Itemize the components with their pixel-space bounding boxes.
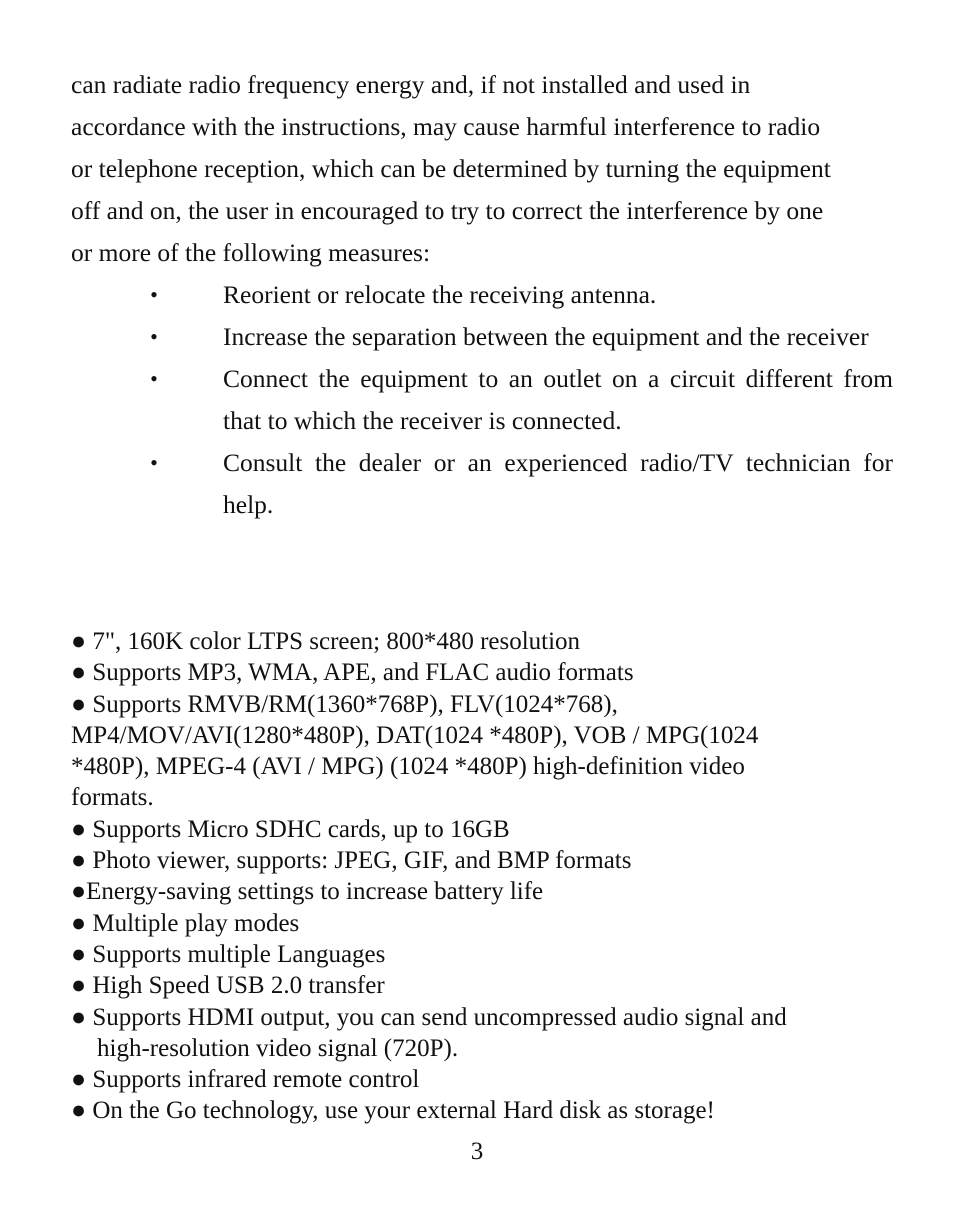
feature-item: ● Supports multiple Languages [71,940,386,968]
bullet-icon: • [150,324,158,349]
list-item-text: Reorient or relocate the receiving antenna. [223,280,657,309]
feature-item: ● Supports Micro SDHC cards, up to 16GB [71,815,510,843]
feature-item-continuation: MP4/MOV/AVI(1280*480P), DAT(1024 *480P), VOB / MPG(1024 [71,721,759,749]
product-features-list [71,626,931,1127]
paragraph-line: accordance with the instructions, may cause harmful interference to radio [71,112,821,141]
list-item-text: Increase the separation between the equipment and the receiver [223,322,869,351]
paragraph-line: can radiate radio frequency energy and, if not installed and used in [71,70,751,99]
bullet-icon: • [150,282,158,307]
list-item [0,316,954,358]
bullet-icon: • [150,450,158,475]
page-number: 3 [470,1138,484,1165]
interference-measures-list [0,274,954,526]
feature-item: ● On the Go technology, use your external Hard disk as storage! [71,1097,715,1125]
list-item [0,274,954,316]
feature-item-continuation: high-resolution video signal (720P). [97,1034,459,1062]
feature-item-continuation: formats. [71,784,154,812]
feature-item: ● Supports infrared remote control [71,1066,420,1094]
feature-item: ●Energy-saving settings to increase battery life [71,878,544,906]
list-item [0,358,954,442]
feature-item: ● High Speed USB 2.0 transfer [71,972,385,1000]
feature-item: ● Supports HDMI output, you can send uncompressed audio signal and [71,1003,787,1031]
bullet-icon: • [150,366,158,391]
feature-item: ● Photo viewer, supports: JPEG, GIF, and BMP formats [71,847,632,875]
paragraph-line: or telephone reception, which can be determined by turning the equipment [71,154,831,183]
list-item-text: Connect the equipment to an outlet on a circuit different from that to which the receiver is connected. [223,364,893,435]
feature-item: ● Supports MP3, WMA, APE, and FLAC audio formats [71,659,634,687]
fcc-interference-paragraph [71,64,901,274]
feature-item: ● Supports RMVB/RM(1360*768P), FLV(1024*768), [71,690,618,718]
paragraph-line: or more of the following measures: [71,238,431,267]
list-item [0,442,954,526]
list-item-text: Consult the dealer or an experienced radio/TV technician for help. [223,448,893,519]
feature-item: ● 7", 160K color LTPS screen; 800*480 resolution [71,628,581,655]
feature-item-continuation: *480P), MPEG-4 (AVI / MPG) (1024 *480P) high-definition video [71,753,745,781]
feature-item: ● Multiple play modes [71,909,300,937]
paragraph-line: off and on, the user in encouraged to try to correct the interference by one [71,196,824,225]
